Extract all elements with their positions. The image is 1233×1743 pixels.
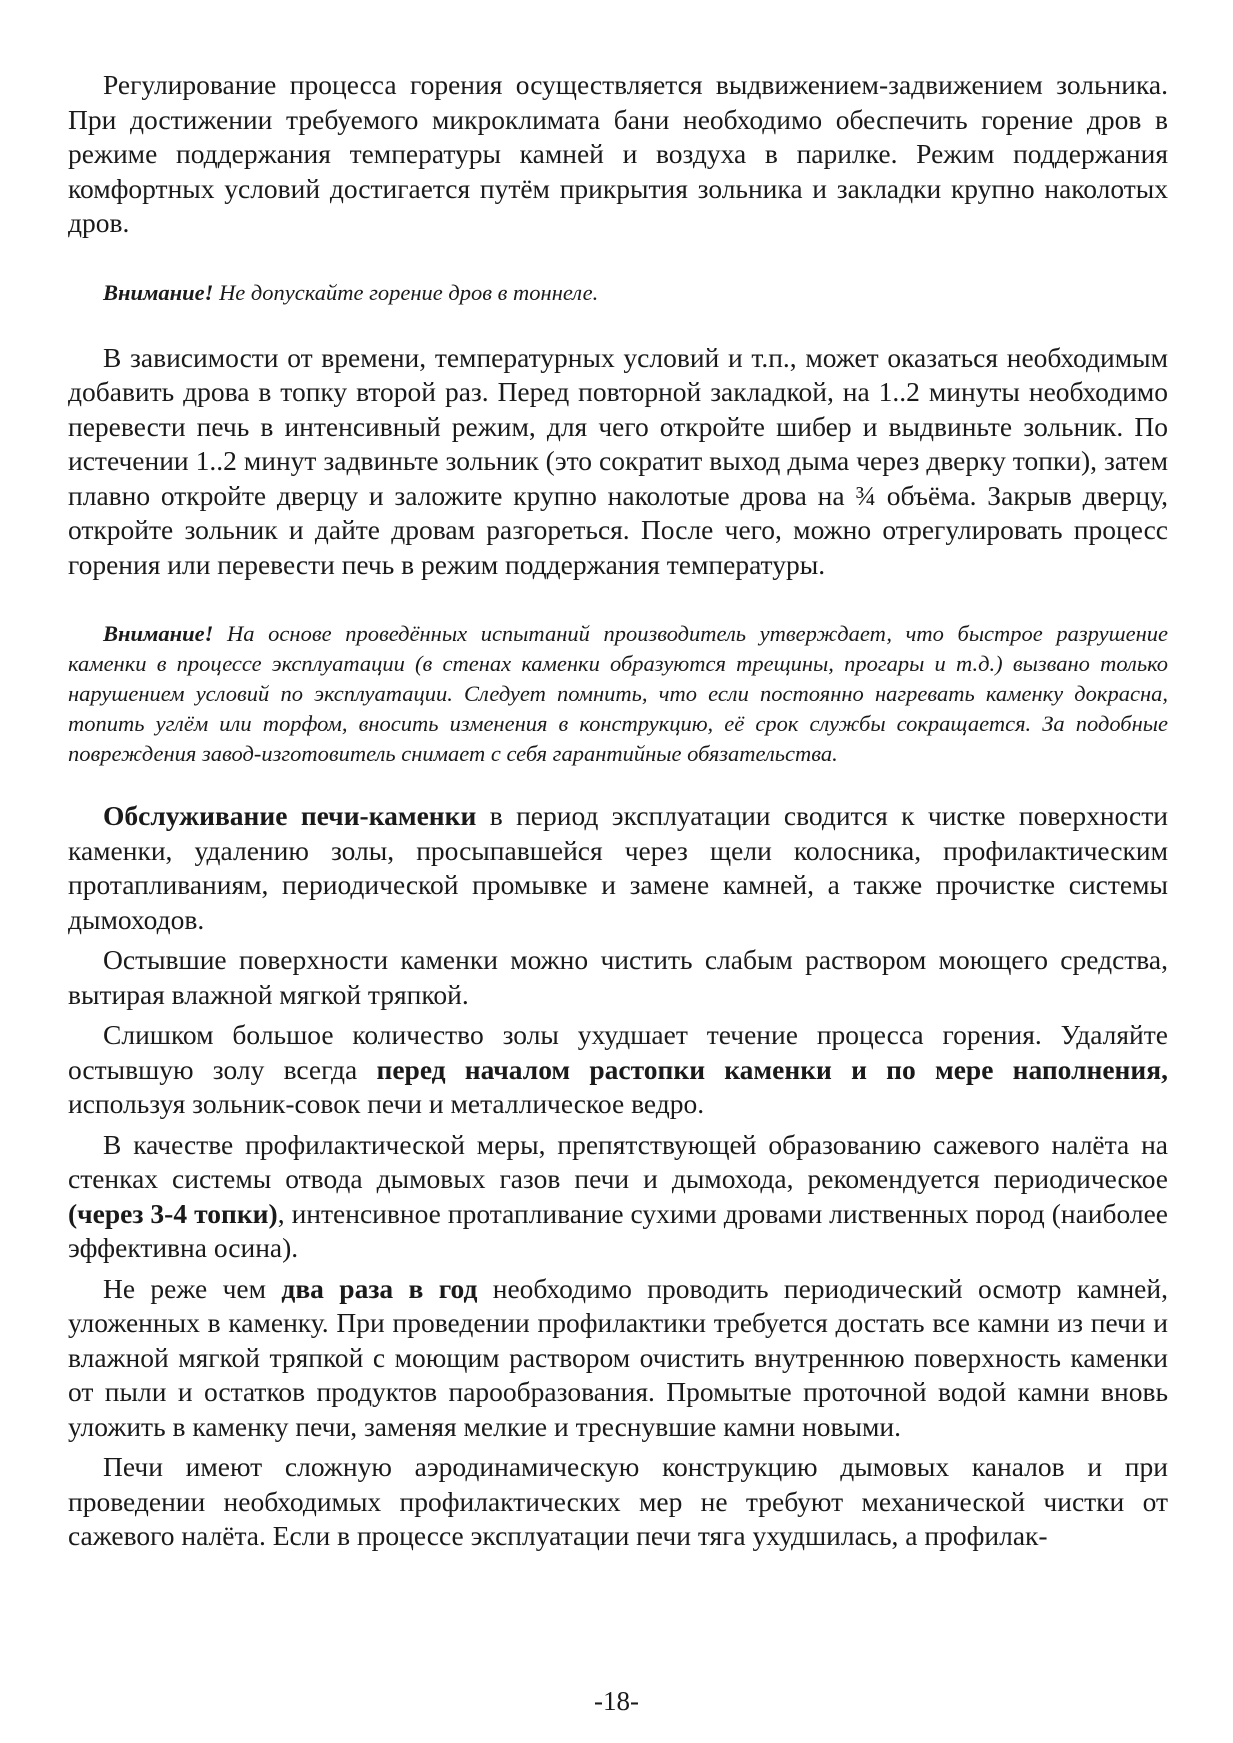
paragraph-maintenance [68, 799, 1168, 937]
spacer [68, 582, 1168, 619]
spacer [68, 769, 1168, 799]
warning-note-tunnel [68, 278, 1168, 308]
document-body [68, 68, 1168, 1554]
prevention-emphasis: (через 3-4 топки) [68, 1197, 278, 1229]
spacer [68, 241, 1168, 278]
paragraph-ash-removal [68, 1018, 1168, 1122]
spacer [68, 308, 1168, 341]
paragraph-prevention [68, 1128, 1168, 1266]
prevention-text-b: , интенсивное протапливание сухими дровами лиственных пород (наиболее эффективна осина). [68, 1197, 1168, 1263]
warning-label: Внимание! [103, 279, 214, 305]
warning-text: Не допускайте горение дров в тоннеле. [213, 279, 599, 305]
warning-label: Внимание! [103, 621, 214, 646]
maintenance-text: в период эксплуатации сводится к чистке поверхности каменки, удалению золы, просыпавшейся через щели колосника, профилактическим протапливаниям, периодической промывке и замене камней, а также прочистке системы дымоходов. [68, 800, 1168, 935]
warning-note-warranty [68, 619, 1168, 769]
warning-text: На основе проведённых испытаний производитель утверждает, что быстрое разрушение каменки в процессе эксплуатации (в стенах каменки образуются трещины, прогары и т.д.) вызвано только нарушением условий по эксплуатации. Следует помнить, что если постоянно нагревать каменку докрасна, топить углём или торфом, вносить изменения в конструкцию, её срок службы сокращается. За подобные повреждения завод-изготовитель снимает с себя гарантийные обязательства. [68, 621, 1168, 766]
ash-text-b: используя зольник-совок печи и металлическое ведро. [68, 1088, 705, 1119]
paragraph-second-loading: В зависимости от времени, температурных условий и т.п., может оказаться необходимым добавить дрова в топку второй раз. Перед повторной закладкой, на 1..2 минуты необходимо перевести печь в интенсивный режим, для чего откройте шибер и выдвиньте зольник. По истечении 1..2 минут задвиньте зольник (это сократит выход дыма через дверку топки), затем плавно откройте дверцу и заложите крупно наколотые дрова на ¾ объёма. Закрыв дверцу, откройте зольник и дайте дровам разгореться. После чего, можно отрегулировать процесс горения или перевести печь в режим поддержания температуры. [68, 341, 1168, 580]
inspection-text-b: необходимо проводить периодический осмотр камней, уложенных в каменку. При проведении профилактики требуется достать все камни из печи и влажной мягкой тряпкой с моющим раствором очистить внутреннюю поверхность каменки от пыли и остатков продуктов парообразования. Промытые проточной водой камни вновь уложить в каменку печи, заменяя мелкие и треснувшие камни новыми. [68, 1272, 1168, 1442]
ash-emphasis: перед началом растопки каменки и по мере наполнения, [376, 1053, 1168, 1085]
inspection-emphasis: два раза в год [281, 1272, 478, 1304]
prevention-text-a: В качестве профилактической меры, препятствующей образованию сажевого налёта на стенках системы отвода дымовых газов печи и дымохода, рекомендуется периодическое [68, 1128, 1168, 1194]
inspection-text-a: Не реже чем [103, 1272, 282, 1304]
ash-text-a: Слишком большое количество золы ухудшает течение процесса горения. Удаляйте остывшую золу всегда [68, 1019, 1168, 1085]
paragraph-combustion-regulation: Регулирование процесса горения осуществляется выдвижением-задвижением зольника. При достижении требуемого микроклимата бани необходимо обеспечить горение дров в режиме поддержания температуры камней и воздуха в парилке. Режим поддержания комфортных условий достигается путём прикрытия зольника и закладки крупно наколотых дров. [68, 69, 1168, 238]
page-number: -18- [594, 1686, 639, 1716]
paragraph-cleaning-surfaces: Остывшие поверхности каменки можно чистить слабым раствором моющего средства, вытирая влажной мягкой тряпкой. [68, 944, 1168, 1010]
maintenance-heading: Обслуживание печи-каменки [103, 800, 477, 831]
paragraph-aerodynamics: Печи имеют сложную аэродинамическую конструкцию дымовых каналов и при проведении необходимых профилактических мер не требуют механической чистки от сажевого налёта. Если в процессе эксплуатации печи тяга ухудшилась, а профилак- [68, 1451, 1168, 1551]
paragraph-stone-inspection [68, 1272, 1168, 1445]
